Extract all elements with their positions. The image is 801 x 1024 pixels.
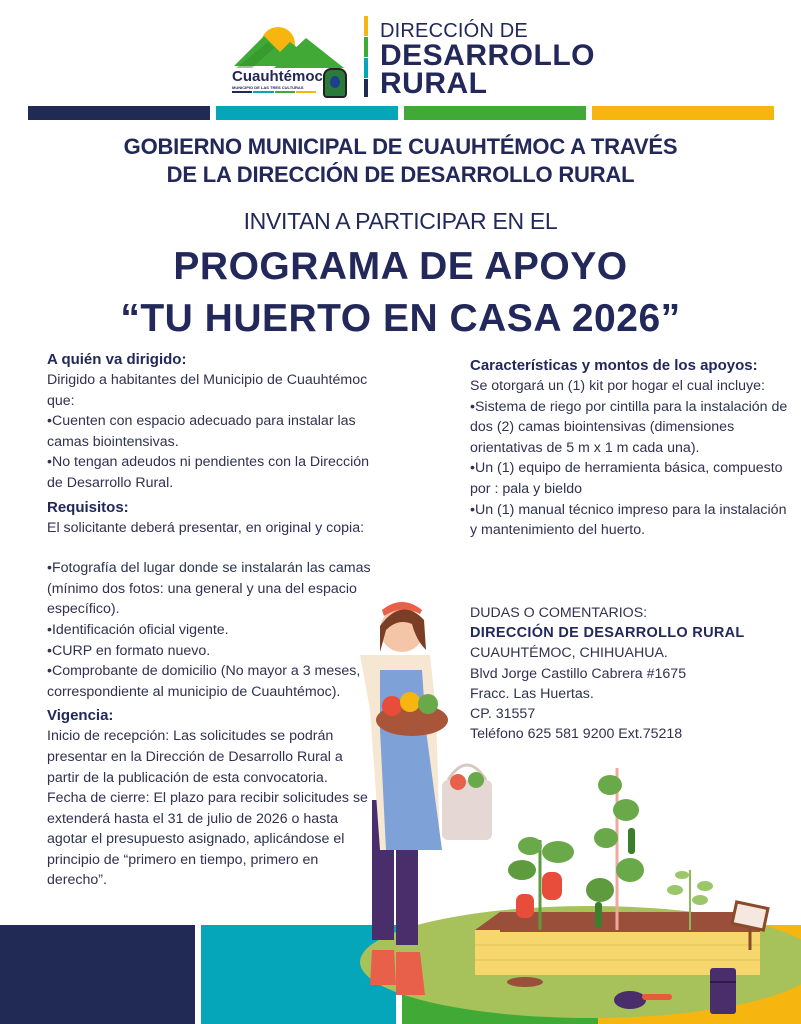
validity-start: Inicio de recepción: Las solicitudes se podrán presentar en la Dirección de Desarrollo Rural a partir de la publicación de esta convocatoria. [47, 728, 343, 786]
invite-text: INVITAN A PARTICIPAR EN EL [243, 208, 558, 234]
gov-line-2: DE LA DIRECCIÓN DE DESARROLLO RURAL [166, 162, 635, 187]
bottom-block-navy [0, 925, 195, 1024]
logo-color-bar [232, 91, 316, 93]
gov-line-1: GOBIERNO MUNICIPAL DE CUAUHTÉMOC A TRAVÉS [123, 134, 678, 159]
contact-address: Blvd Jorge Castillo Cabrera #1675 [470, 665, 687, 682]
soil-pile [507, 977, 543, 987]
department-big-2: RURAL [380, 67, 488, 100]
department-small: DIRECCIÓN DE [380, 20, 528, 42]
requirement-item: •Identificación oficial vigente. [47, 621, 229, 638]
contact-label: DUDAS O COMENTARIOS: [470, 605, 648, 621]
municipality-logo-subtitle: MUNICIPIO DE LAS TRES CULTURAS [232, 85, 304, 90]
target-heading: A quién va dirigido: [47, 351, 187, 368]
program-title-1: PROGRAMA DE APOYO [173, 245, 628, 288]
gardener-illustration-icon [330, 590, 801, 1024]
left-column [47, 350, 377, 891]
contact-phone: Teléfono 625 581 9200 Ext.75218 [470, 726, 683, 743]
features-heading: Características y montos de los apoyos: [470, 357, 758, 374]
requirement-item: •Comprobante de domicilio (No mayor a 3 meses, correspondiente al municipio de Cuauhtémoc). [47, 663, 361, 700]
target-item: •Cuenten con espacio adecuado para instalar las camas biointensivas. [47, 413, 356, 450]
requirements-intro: El solicitante deberá presentar, en original y copia: [47, 519, 365, 536]
cucumber-plant-icon [586, 768, 644, 930]
requirement-item: •Fotografía del lugar donde se instalarán las camas (mínimo dos fotos: una general y una del espacio específico). [47, 560, 371, 618]
feature-item: •Sistema de riego por cintilla para la instalación de dos (2) camas biointensivas (dimensiones orientativas de 5 m x 1 m cada una). [470, 398, 788, 456]
municipality-logo [228, 18, 353, 100]
government-title [0, 133, 801, 189]
features-intro: Se otorgará un (1) kit por hogar el cual incluye: [470, 378, 765, 394]
requirement-item: •CURP en formato nuevo. [47, 642, 211, 659]
municipality-logo-text: Cuauhtémoc [232, 68, 323, 85]
right-column [470, 356, 790, 541]
department-big-1: DESARROLLO [380, 39, 595, 72]
contact-office: DIRECCIÓN DE DESARROLLO RURAL [470, 625, 745, 642]
strip-navy [28, 106, 210, 120]
department-name [380, 20, 595, 98]
target-intro: Dirigido a habitantes del Municipio de Cuauhtémoc que: [47, 372, 368, 409]
requirements-heading: Requisitos: [47, 498, 129, 516]
feature-item: •Un (1) manual técnico impreso para la instalación y mantenimiento del huerto. [470, 501, 787, 539]
target-item: •No tengan adeudos ni pendientes con la Dirección de Desarrollo Rural. [47, 454, 370, 491]
program-title-2: “TU HUERTO EN CASA 2026” [120, 297, 681, 340]
logo-divider [364, 16, 368, 98]
strip-green [404, 106, 586, 120]
strip-teal [216, 106, 398, 120]
feature-item: •Un (1) equipo de herramienta básica, compuesto por : pala y bieldo [470, 460, 783, 497]
coat-of-arms-icon [323, 68, 347, 98]
validity-end: Fecha de cierre: El plazo para recibir solicitudes se extenderá hasta el 31 de julio de 2026 o hasta agotar el presupuesto asignado, aplicándose el principio de “primero en tiempo, primero en derecho”. [47, 790, 368, 889]
stacked-pots-icon [710, 968, 736, 1014]
contact-postal-code: CP. 31557 [470, 706, 536, 723]
validity-heading: Vigencia: [47, 707, 114, 725]
strip-yellow [592, 106, 774, 120]
contact-neighborhood: Fracc. Las Huertas. [470, 685, 594, 702]
contact-city: CUAUHTÉMOC, CHIHUAHUA. [470, 645, 668, 662]
